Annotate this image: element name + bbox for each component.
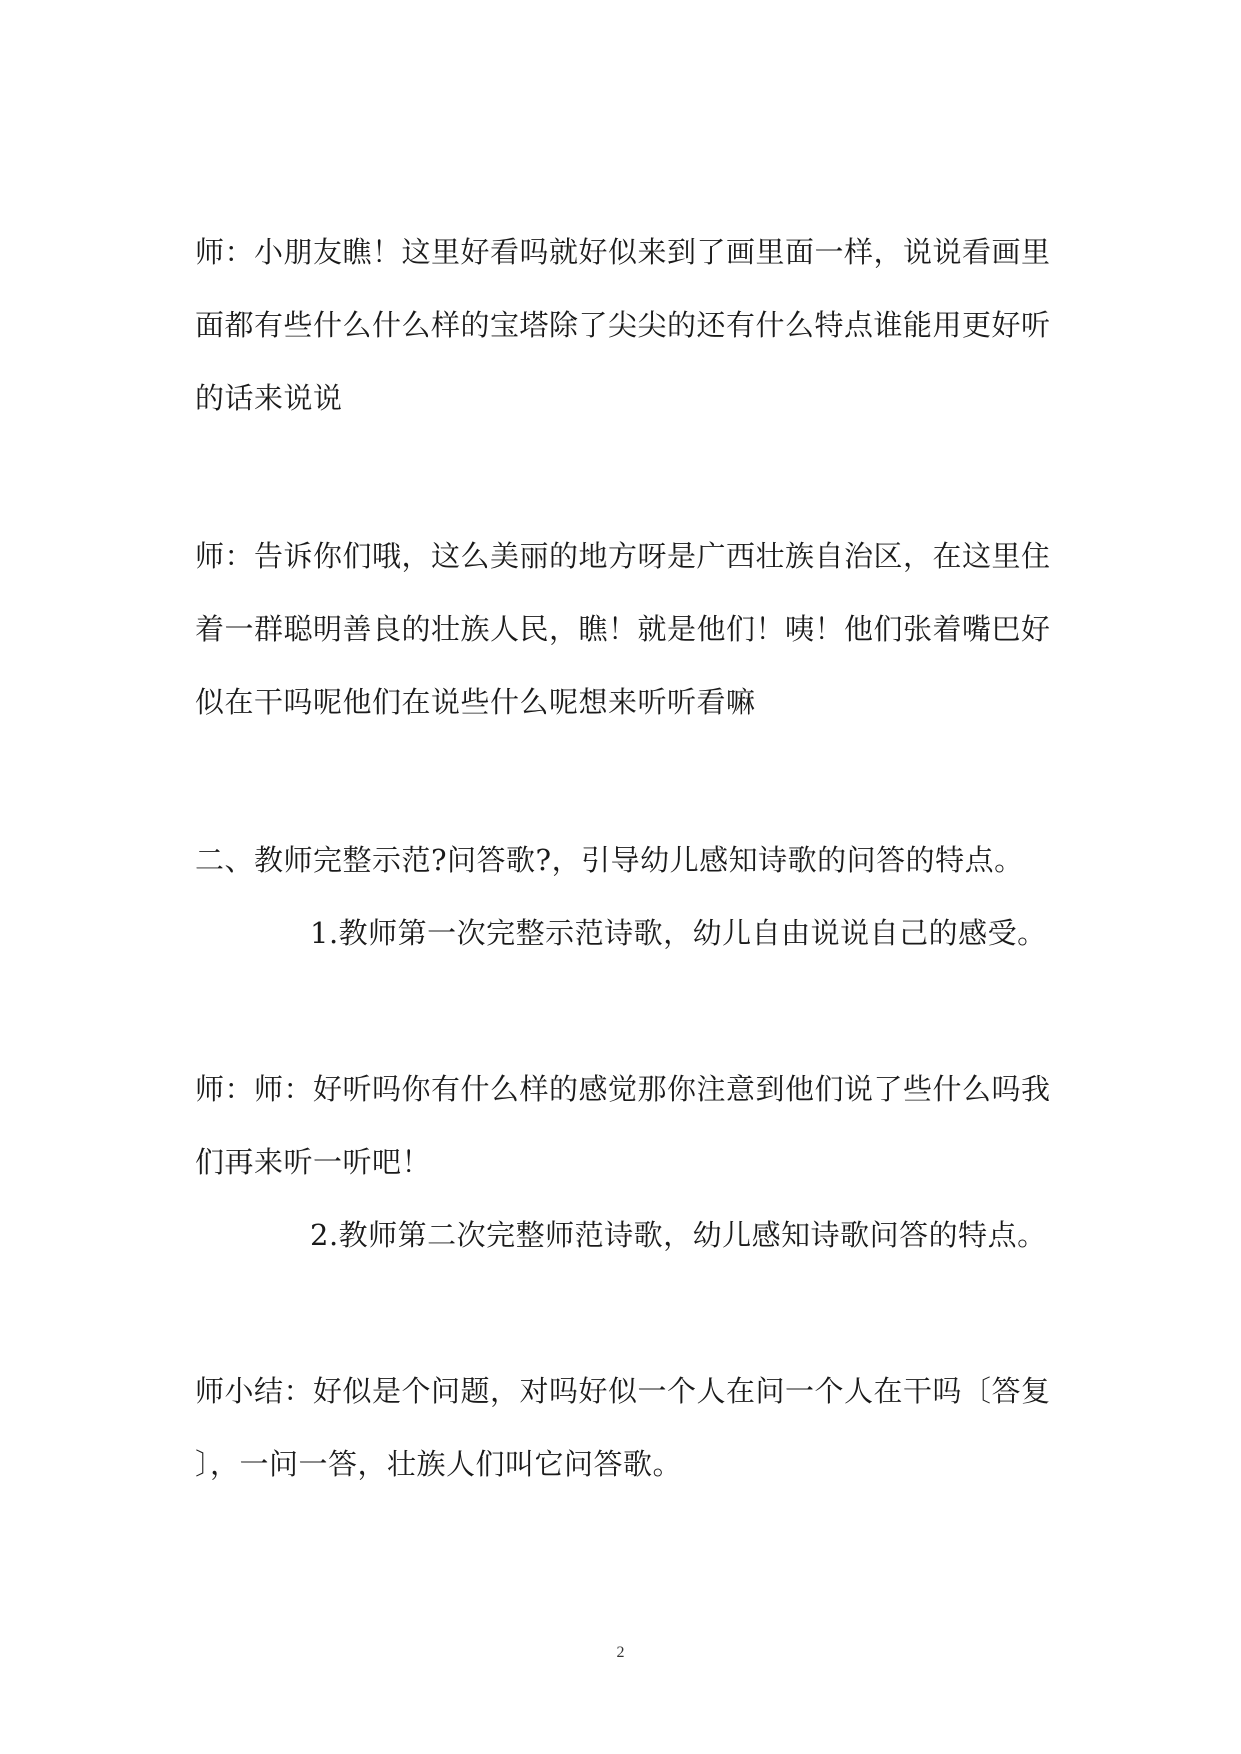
summary-line-1: 师小结：好似是个问题，对吗好似一个人在问一个人在干吗〔答复 bbox=[195, 1374, 1051, 1408]
list-item-2: 2.教师第二次完整师范诗歌，幼儿感知诗歌问答的特点。 bbox=[310, 1218, 1047, 1252]
list-item-1: 1.教师第一次完整示范诗歌，幼儿自由说说自己的感受。 bbox=[310, 916, 1047, 950]
paragraph-1-line-2: 面都有些什么什么样的宝塔除了尖尖的还有什么特点谁能用更好听 bbox=[195, 308, 1051, 342]
paragraph-5-line-1: 师：师：好听吗你有什么样的感觉那你注意到他们说了些什么吗我 bbox=[195, 1072, 1051, 1106]
paragraph-1-line-3: 的话来说说 bbox=[195, 381, 343, 415]
section-heading: 二、教师完整示范?问答歌?，引导幼儿感知诗歌的问答的特点。 bbox=[195, 843, 1024, 877]
summary-line-2: 〕，一问一答，壮族人们叫它问答歌。 bbox=[195, 1447, 683, 1481]
paragraph-5-line-2: 们再来听一听吧！ bbox=[195, 1145, 432, 1179]
paragraph-1-line-1: 师：小朋友瞧！这里好看吗就好似来到了画里面一样，说说看画里 bbox=[195, 235, 1051, 269]
paragraph-2-line-1: 师：告诉你们哦，这么美丽的地方呀是广西壮族自治区，在这里住 bbox=[195, 539, 1051, 573]
paragraph-2-line-3: 似在干吗呢他们在说些什么呢想来听听看嘛 bbox=[195, 685, 756, 719]
page-number: 2 bbox=[616, 1644, 625, 1661]
paragraph-2-line-2: 着一群聪明善良的壮族人民，瞧！就是他们！咦！他们张着嘴巴好 bbox=[195, 612, 1051, 646]
